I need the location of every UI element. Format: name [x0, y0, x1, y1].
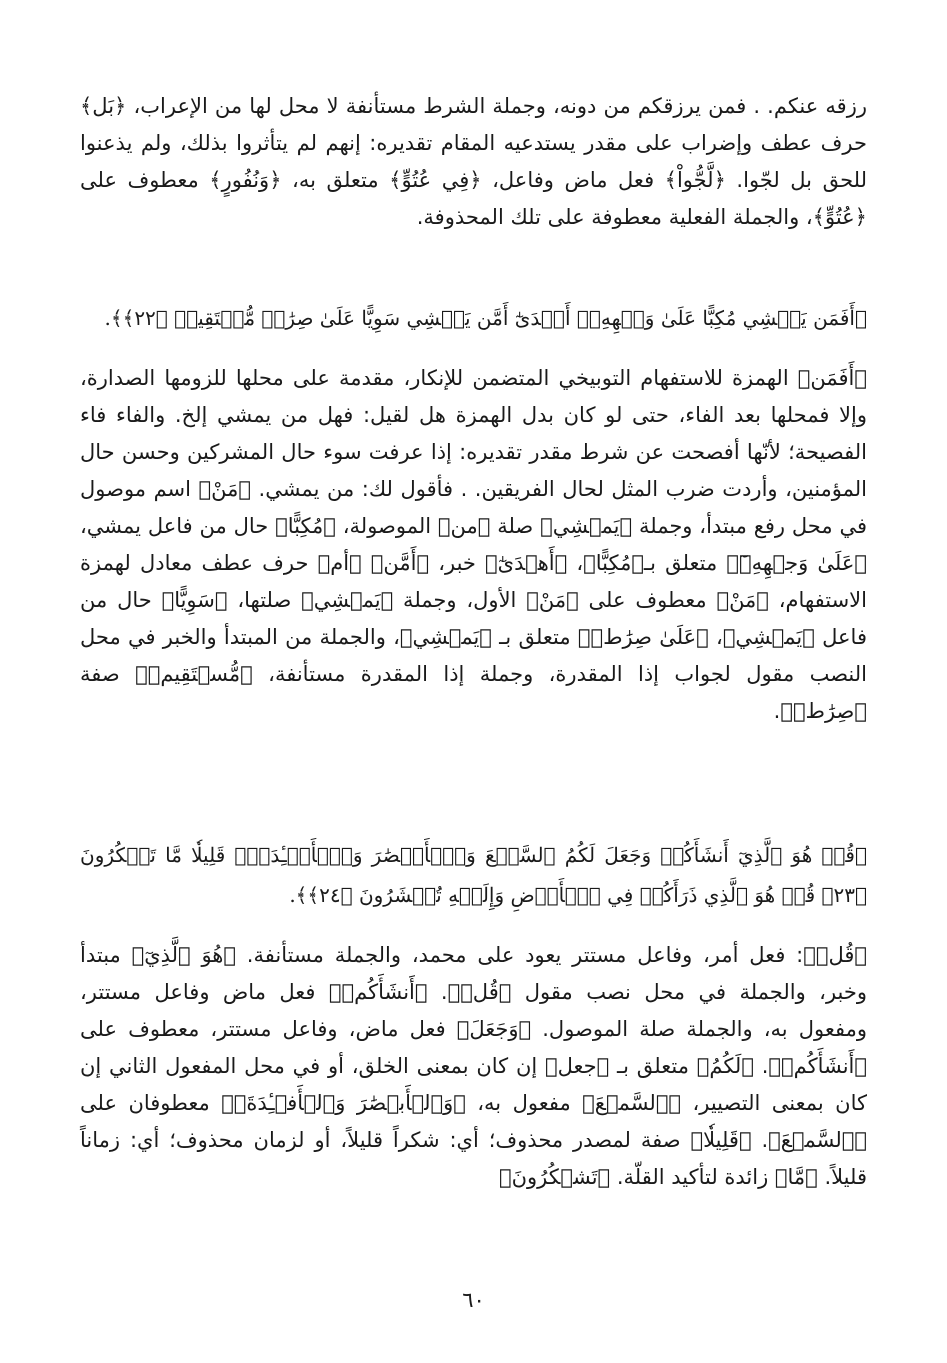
commentary-paragraph: رزقه عنكم. . فمن يرزقكم من دونه، وجملة الشرط مستأنفة لا محل لها من الإعراب، ﴿بَل﴾ حرف عطف وإضراب على مقدر يستدعيه المقام تقديره: إنهم لم يتأثروا بذلك، ولم يذعنوا للحق بل لجّوا. ﴿لَّجُّواْ﴾ فعل ماض وفاعل، ﴿فِي عُتُوٍّ﴾ متعلق به، ﴿وَنُفُورٍ﴾ معطوف على ﴿عُتُوٍّ﴾، والجملة الفعلية معطوفة على تلك المحذوفة. — [80, 94, 867, 229]
commentary-paragraph: ﴿أَفَمَن﴾ الهمزة للاستفهام التوبيخي المتضمن للإنكار، مقدمة على محلها للزومها الصدارة، وإلا فمحلها بعد الفاء، حتى لو كان بدل الهمزة هل لقيل: فهل من يمشي إلخ. والفاء فاء الفصيحة؛ لأنّها أفصحت عن شرط مقدر تقديره: إذا عرفت سوء حال المشركين وحسن حال المؤمنين، وأردت ضرب المثل لحال الفريقين. . فأقول لك: من يمشي. ﴿مَنْ﴾ اسم موصول في محل رفع مبتدأ، وجملة ﴿يَمۡشِي﴾ صلة ﴿من﴾ الموصولة، ﴿مُكِبًّا﴾ حال من فاعل يمشي، ﴿عَلَىٰ وَجۡهِهِۦٓ﴾ متعلق بـ﴿مُكِبًّا﴾، ﴿أَهۡدَىٰٓ﴾ خبر، ﴿أَمَّن﴾ ﴿أم﴾ حرف عطف معادل لهمزة الاستفهام، ﴿مَنْ﴾ معطوف على ﴿مَنْ﴾ الأول، وجملة ﴿يَمۡشِي﴾ صلتها، ﴿سَوِيًّا﴾ حال من فاعل ﴿يَمۡشِي﴾، ﴿عَلَىٰ صِرَٰطٖ﴾ متعلق بـ ﴿يَمۡشِي﴾، والجملة من المبتدأ والخبر في محل النصب مقول لجواب إذا المقدرة، وجملة إذا المقدرة مستأنفة، ﴿مُّسۡتَقِيمٖ﴾ صفة ﴿صِرَٰطٖ﴾. — [80, 366, 867, 723]
quran-verse: ﴿قُلۡ هُوَ ٱلَّذِيٓ أَنشَأَكُمۡ وَجَعَلَ لَكُمُ ٱلسَّمۡعَ وَٱلۡأَبۡصَٰرَ وَٱلۡأَفۡـِٔدَةَۚ قَلِيلٗا مَّا تَشۡكُرُونَ ﴿٢٣﴾ قُلۡ هُوَ ٱلَّذِي ذَرَأَكُمۡ فِي ٱلۡأَرۡضِ وَإِلَيۡهِ تُحۡشَرُونَ ﴿٢٤﴾﴾. — [80, 843, 867, 907]
quran-verse: ﴿أَفَمَن يَمۡشِي مُكِبًّا عَلَىٰ وَجۡهِهِۦٓ أَهۡدَىٰٓ أَمَّن يَمۡشِي سَوِيًّا عَلَىٰ صِرَٰطٖ مُّسۡتَقِيمٖ ﴿٢٢﴾﴾. — [104, 306, 867, 330]
page-body — [80, 88, 867, 1196]
commentary-paragraph: ﴿قُلۡ﴾: فعل أمر، وفاعل مستتر يعود على محمد، والجملة مستأنفة. ﴿هُوَ ٱلَّذِيٓ﴾ مبتدأ وخبر، والجملة في محل نصب مقول ﴿قُلۡ﴾. ﴿أَنشَأَكُمۡ﴾ فعل ماض وفاعل مستتر، ومفعول به، والجملة صلة الموصول. ﴿وَجَعَلَ﴾ فعل ماض، وفاعل مستتر، معطوف على ﴿أَنشَأَكُمۡ﴾. ﴿لَكُمُ﴾ متعلق بـ ﴿جعل﴾ إن كان بمعنى الخلق، أو في محل المفعول الثاني إن كان بمعنى التصيير، ﴿ٱلسَّمۡعَ﴾ مفعول به، ﴿وَٱلۡأَبۡصَٰرَ وَٱلۡأَفۡـِٔدَةَۚ﴾ معطوفان على ﴿ٱلسَّمۡعَ﴾. ﴿قَلِيلٗا﴾ صفة لمصدر محذوف؛ أي: شكراً قليلاً، أو لزمان محذوف؛ أي: زماناً قليلاً. ﴿مَّا﴾ زائدة لتأكيد القلّة. ﴿تَشۡكُرُونَ﴾ — [80, 943, 867, 1189]
page-number: ٦٠ — [462, 1288, 485, 1312]
